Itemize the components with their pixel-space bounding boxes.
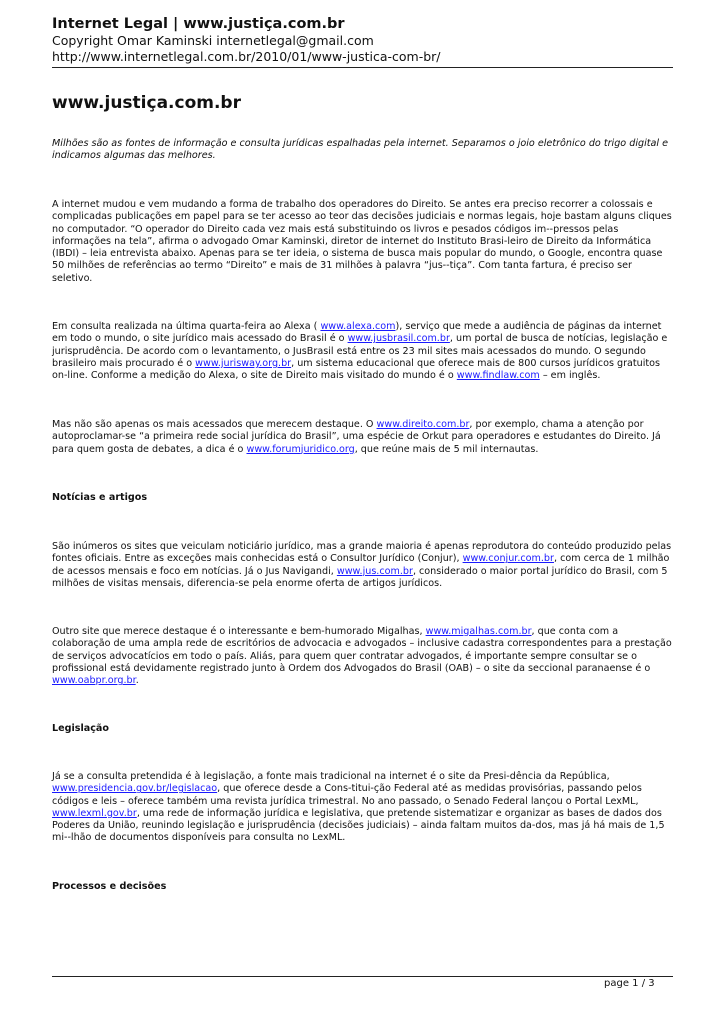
link-jusbrasil[interactable]: www.jusbrasil.com.br (347, 333, 450, 345)
link-oabpr[interactable]: www.oabpr.org.br (52, 675, 136, 687)
page-number: page 1 / 3 (604, 978, 655, 989)
footer-divider (52, 976, 673, 977)
paragraph-1: A internet mudou e vem mudando a forma de trabalho dos operadores do Direito. Se antes era preciso recorrer a colossais e complicadas publicações em papel para se ter acesso ao teor das decisões judiciais e normas legais, hoje bastam alguns cliques no computador. “O operador do Direito cada vez mais está substituindo os livros e pesados códigos im--pressos pelas informações na tela”, afirma o advogado Omar Kaminski, diretor de internet do Instituto Brasi-leiro de Direito da Informática (IBDI) – leia entrevista abaixo. Apenas para se ter ideia, o sistema de busca mais popular do mundo, o Google, encontra quase 50 milhões de referências ao termo “Direito” e mais de 31 milhões à palavra “jus--tiça”. Com tanta fartura, é preciso ser seletivo. (52, 199, 672, 284)
paragraph-2: Em consulta realizada na última quarta-feira ao Alexa ( www.alexa.com), serviço que mede a audiência de páginas da internet em todo o mundo, o site jurídico mais acessado do Brasil é o www.jusbrasil.com.br, um portal de busca de notícias, legislação e jurisprudência. De acordo com o levantamento, o JusBrasil está entre os 23 mil sites mais acessados do mundo. O segundo brasileiro mais procurado é o www.jurisway.org.br, um sistema educacional que oferece mais de 800 cursos jurídicos gratuitos on-line. Conforme a medição do Alexa, o site de Direito mais visitado do mundo é o www.findlaw.com – em inglês. (52, 321, 668, 382)
link-jurisway[interactable]: www.jurisway.org.br (195, 357, 292, 369)
paragraph-6: Já se a consulta pretendida é à legislação, a fonte mais tradicional na internet é o site da Presi-dência da República, www.presidencia.gov.br/legislacao, que oferece desde a Cons-titui-ção Federal até as medidas provisórias, passando pelos códigos e leis – oferece também uma revista jurídica trimestral. No ano passado, o Senado Federal lançou o Portal LexML, www.lexml.gov.br, uma rede de informação jurídica e legislativa, que pretende sistematizar e organizar as bases de dados dos Poderes da União, reunindo legislação e jurisprudência (decisões judiciais) – ainda faltam muitos da-dos, mas já há mais de 1,5 mi--lhão de documentos disponíveis para consulta no LexML. (52, 771, 665, 844)
section-heading-noticias: Notícias e artigos (52, 492, 148, 503)
link-forumjuridico[interactable]: www.forumjuridico.org (246, 443, 355, 455)
article-intro: Milhões são as fontes de informação e consulta jurídicas espalhadas pela internet. Separamos o joio eletrônico do trigo digital e indicamos algumas das melhores. (52, 138, 668, 162)
paragraph-5: Outro site que merece destaque é o interessante e bem-humorado Migalhas, www.migalhas.com.br, que conta com a colaboração de uma ampla rede de escritórios de advocacia e advogados – inclusive cadastra correspondentes para a prestação de serviços advocatícios em todo o país. Aliás, para quem quer contratar advogados, é importante sempre consultar se o profissional está devidamente registrado junto à Ordem dos Advogados do Brasil (OAB) – o site da seccional paranaense é o www.oabpr.org.br. (52, 626, 672, 687)
paragraph-4: São inúmeros os sites que veiculam noticiário jurídico, mas a grande maioria é apenas reprodutora do conteúdo produzido pelas fontes oficiais. Entre as exceções mais conhecidas está o Consultor Jurídico (Conjur), www.conjur.com.br, com cerca de 1 milhão de acessos mensais e foco em notícias. Já o Jus Navigandi, www.jus.com.br, considerado o maior portal jurídico do Brasil, com 5 milhões de visitas mensais, diferencia-se pela enorme oferta de artigos jurídicos. (52, 541, 672, 589)
header-title: Internet Legal | www.justiça.com.br (52, 16, 345, 32)
link-lexml[interactable]: www.lexml.gov.br (52, 807, 137, 819)
link-jus[interactable]: www.jus.com.br (336, 565, 413, 577)
section-heading-legislacao: Legislação (52, 723, 110, 734)
header-copyright: Copyright Omar Kaminski internetlegal@gmail.com (52, 33, 374, 48)
header-url: http://www.internetlegal.com.br/2010/01/www-justica-com-br/ (52, 49, 441, 64)
link-migalhas[interactable]: www.migalhas.com.br (425, 626, 532, 637)
link-conjur[interactable]: www.conjur.com.br (462, 553, 554, 565)
article-title: www.justiça.com.br (52, 93, 241, 113)
paragraph-3: Mas não são apenas os mais acessados que merecem destaque. O www.direito.com.br, por exemplo, chama a atenção por autoproclamar-se “a primeira rede social jurídica do Brasil”, uma espécie de Orkut para operadores e estudantes do Direito. Já para quem gosta de debates, a dica é o www.forumjuridico.org, que reúne mais de 5 mil internautas. (52, 419, 661, 455)
link-findlaw[interactable]: www.findlaw.com (456, 370, 540, 382)
header-divider (52, 67, 673, 68)
link-alexa[interactable]: www.alexa.com (320, 321, 396, 332)
link-presidencia[interactable]: www.presidencia.gov.br/legislacao (52, 783, 218, 795)
section-heading-processos: Processos e decisões (52, 881, 167, 892)
page-header (52, 16, 673, 65)
link-direito[interactable]: www.direito.com.br (376, 419, 470, 430)
